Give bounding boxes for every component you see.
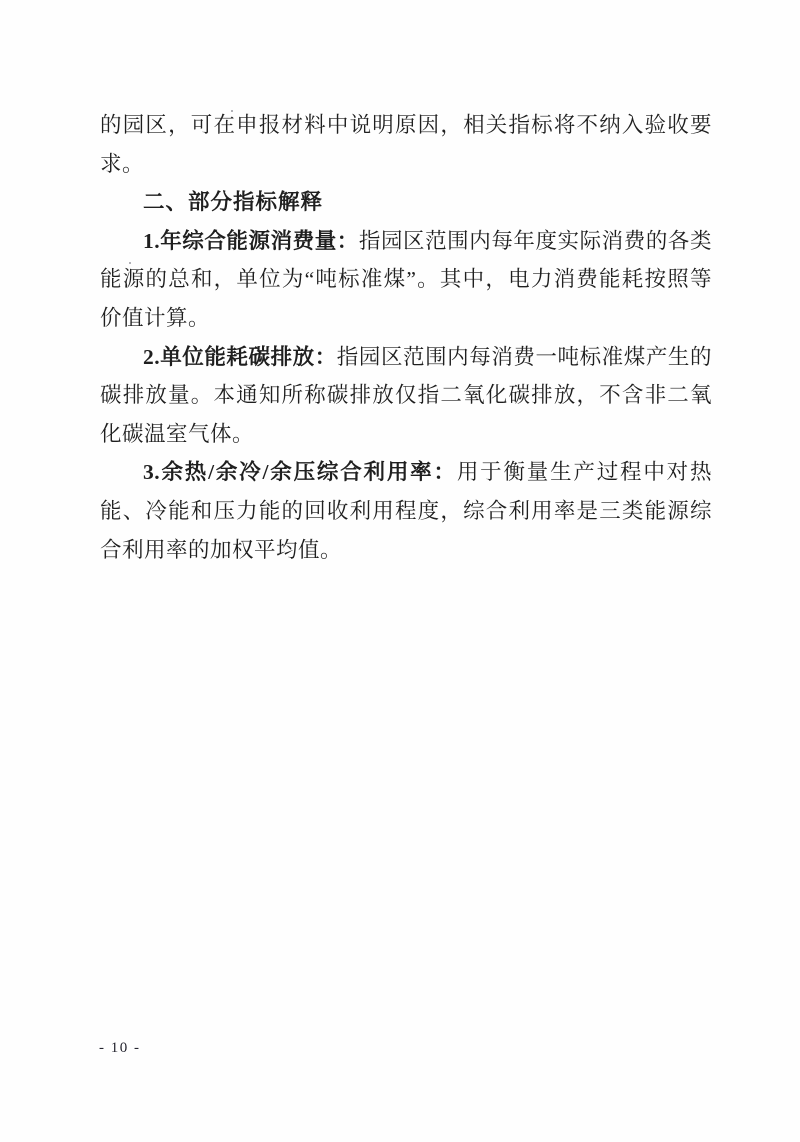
definition-3-label: 3.余热/余冷/余压综合利用率：: [143, 460, 457, 485]
definition-1-text: 指园区范围内每年度实际消费的各类能源的总和，单位为“吨标准煤”。其中，电力消费能耗按照等价值计算。: [100, 228, 712, 330]
paragraph-continued: 的园区，可在申报材料中说明原因，相关指标将不纳入验收要求。: [100, 113, 712, 176]
page-number: - 10 -: [99, 1040, 141, 1056]
paragraph-definition-2: [100, 338, 712, 454]
paragraph-definition-3: [100, 453, 712, 569]
definition-2-text: 指园区范围内每消费一吨标准煤产生的碳排放量。本通知所称碳排放仅指二氧化碳排放，不含非二氧化碳温室气体。: [100, 344, 712, 446]
document-body: [100, 106, 712, 569]
definition-2-label: 2.单位能耗碳排放：: [143, 344, 337, 369]
definition-3-text: 用于衡量生产过程中对热能、冷能和压力能的回收利用程度，综合利用率是三类能源综合利用率的加权平均值。: [100, 460, 712, 562]
definition-1-label: 1.年综合能源消费量：: [143, 228, 359, 253]
paragraph-definition-1: [100, 222, 712, 338]
section-heading: 二、部分指标解释: [143, 190, 324, 215]
